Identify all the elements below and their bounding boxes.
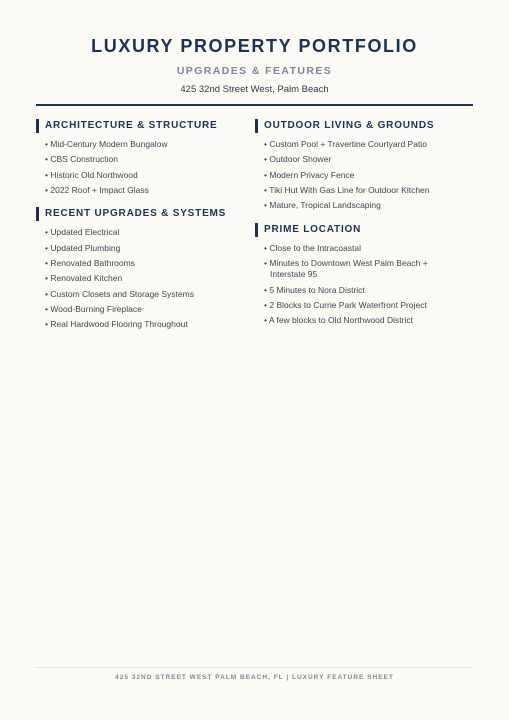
list-item [255,300,465,312]
section-outdoor [255,119,465,212]
bullet-icon: • [264,300,267,311]
bullet-icon: • [45,169,48,180]
bullet-icon: • [45,257,48,268]
bullet-icon: • [264,242,267,253]
list-item [36,185,246,197]
section-heading: RECENT UPGRADES & SYSTEMS [36,207,246,221]
item-text: A few blocks to Old Northwood District [268,315,413,326]
item-text: Mid-Century Modern Bungalow [50,139,168,149]
section-architecture [36,119,246,196]
item-text: 2022 Roof + Impact Glass [50,184,149,195]
property-address: 425 32nd Street West, Palm Beach [180,84,329,95]
list-item [255,185,465,197]
item-text: Updated Plumbing [50,242,121,253]
bullet-icon: • [264,257,267,268]
section-heading: OUTDOOR LIVING & GROUNDS [255,119,465,133]
bullet-icon: • [264,284,267,295]
footer-divider [36,667,473,668]
list-item [255,285,465,297]
item-text: 2 Blocks to Currie Park Waterfront Project [269,300,427,311]
list-item [36,289,246,301]
list-item [36,170,246,182]
item-text: 5 Minutes to Nora District [269,284,365,295]
list-item [255,315,465,327]
item-text: Historic Old Northwood [50,169,138,180]
list-item [36,319,246,331]
item-text: Custom Closets and Storage Systems [50,288,194,299]
list-item [255,139,465,151]
bullet-icon: • [264,169,267,180]
item-text: CBS Construction [50,154,118,165]
item-text: Modern Privacy Fence [269,169,355,180]
list-item [36,139,246,151]
bullet-icon: • [45,303,48,314]
list-item [255,243,465,255]
item-text: Renovated Bathrooms [50,257,135,268]
page-subtitle: UPGRADES & FEATURES [176,65,333,77]
item-text: Close to the Intracoastal [269,242,362,253]
list-item [36,243,246,255]
section-upgrades [36,207,246,330]
list-item [255,170,465,182]
footer-text: 425 32ND STREET WEST PALM BEACH, FL | LUXURY FEATURE SHEET [115,674,394,681]
bullet-icon: • [264,184,267,195]
item-text: Outdoor Shower [269,154,332,165]
bullet-icon: • [264,200,267,211]
list-item [36,227,246,239]
header-divider [36,104,473,106]
item-text: Updated Electrical [50,227,120,238]
bullet-icon: • [264,154,267,165]
list-item [36,273,246,285]
list-item [255,200,465,212]
bullet-icon: • [45,242,48,253]
item-text: Tiki Hut With Gas Line for Outdoor Kitchen [269,184,430,195]
bullet-icon: • [45,288,48,299]
bullet-icon: • [45,154,48,165]
left-column [36,119,246,342]
section-heading: ARCHITECTURE & STRUCTURE [36,119,246,133]
bullet-icon: • [264,315,267,326]
item-text: Minutes to Downtown West Palm Beach + Interstate 95 [269,257,428,280]
right-column [255,119,465,338]
item-text: Mature, Tropical Landscaping [269,200,381,211]
section-heading: PRIME LOCATION [255,223,465,237]
section-location [255,223,465,327]
item-text: Wood-Burning Fireplace [50,303,142,314]
list-item [255,258,465,281]
bullet-icon: • [45,273,48,284]
bullet-icon: • [45,184,48,195]
list-item [36,304,246,316]
list-item [36,258,246,270]
item-text: Renovated Kitchen [50,273,123,284]
list-item [36,154,246,166]
item-text: Real Hardwood Flooring Throughout [50,319,188,330]
bullet-icon: • [45,319,48,330]
page-title: LUXURY PROPERTY PORTFOLIO [91,36,418,56]
list-item [255,154,465,166]
item-text: Custom Pool + Travertine Courtyard Patio [269,139,427,149]
bullet-icon: • [45,139,48,149]
bullet-icon: • [45,227,48,238]
bullet-icon: • [264,139,267,149]
